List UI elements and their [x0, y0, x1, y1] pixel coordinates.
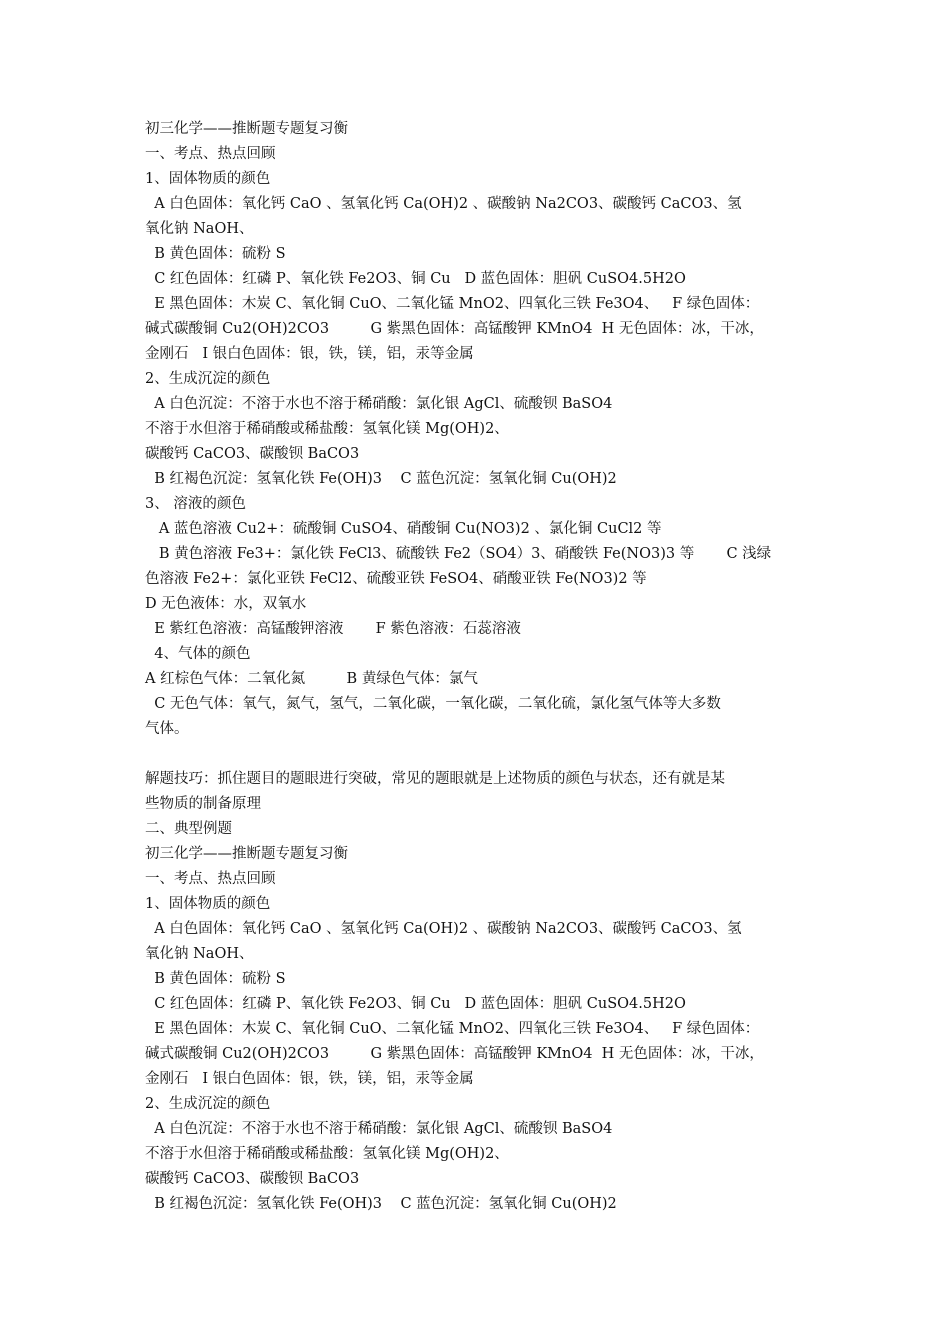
text-line: 不溶于水但溶于稀硝酸或稀盐酸：氢氧化镁 Mg(OH)2、: [145, 421, 509, 437]
tips-line: 解题技巧：抓住题目的题眼进行突破，常见的题眼就是上述物质的颜色与状态，还有就是某: [145, 771, 725, 787]
section-heading: 一、考点、热点回顾: [145, 871, 276, 887]
text-line: 氧化钠 NaOH、: [145, 946, 254, 962]
text-line: E 黑色固体：木炭 C、氧化铜 CuO、二氧化锰 MnO2、四氧化三铁 Fe3O4、 F 绿色固体：: [145, 296, 760, 312]
text-line: C 无色气体：氧气，氮气，氢气，二氧化碳，一氧化碳，二氧化硫，氯化氢气体等大多数: [145, 696, 721, 712]
blank-line: [145, 742, 815, 767]
document-title: 初三化学——推断题专题复习衡: [145, 846, 348, 862]
text-line: E 黑色固体：木炭 C、氧化铜 CuO、二氧化锰 MnO2、四氧化三铁 Fe3O4、 F 绿色固体：: [145, 1021, 760, 1037]
text-line: 金刚石 I 银白色固体：银，铁，镁，铝，汞等金属: [145, 1071, 474, 1087]
text-line: 碱式碳酸铜 Cu2(OH)2CO3 G 紫黑色固体：高锰酸钾 KMnO4 H 无色固体：冰，干冰，: [145, 1046, 764, 1062]
tips-line: 些物质的制备原理: [145, 796, 261, 812]
text-line: 氧化钠 NaOH、: [145, 221, 254, 237]
text-line: C 红色固体：红磷 P、氧化铁 Fe2O3、铜 Cu D 蓝色固体：胆矾 CuSO4.5H2O: [145, 271, 686, 287]
document-page: [145, 117, 815, 1217]
text-line: 碳酸钙 CaCO3、碳酸钡 BaCO3: [145, 446, 360, 462]
section-heading: 二、典型例题: [145, 821, 232, 837]
text-line: B 黄色溶液 Fe3+：氯化铁 FeCl3、硫酸铁 Fe2（SO4）3、硝酸铁 Fe(NO3)3 等 C 浅绿: [145, 546, 772, 562]
text-line: 不溶于水但溶于稀硝酸或稀盐酸：氢氧化镁 Mg(OH)2、: [145, 1146, 509, 1162]
text-line: 碳酸钙 CaCO3、碳酸钡 BaCO3: [145, 1171, 360, 1187]
text-line: B 黄色固体：硫粉 S: [145, 971, 286, 987]
text-line: C 红色固体：红磷 P、氧化铁 Fe2O3、铜 Cu D 蓝色固体：胆矾 CuSO4.5H2O: [145, 996, 686, 1012]
text-line: 碱式碳酸铜 Cu2(OH)2CO3 G 紫黑色固体：高锰酸钾 KMnO4 H 无色固体：冰，干冰，: [145, 321, 764, 337]
text-line: B 黄色固体：硫粉 S: [145, 246, 286, 262]
section-heading: 一、考点、热点回顾: [145, 146, 276, 162]
subsection-heading: 1、固体物质的颜色: [145, 171, 271, 187]
text-line: A 红棕色气体：二氧化氮 B 黄绿色气体：氯气: [145, 671, 478, 687]
text-line: E 紫红色溶液：高锰酸钾溶液 F 紫色溶液：石蕊溶液: [145, 621, 521, 637]
subsection-heading: 2、生成沉淀的颜色: [145, 1096, 271, 1112]
subsection-heading: 2、生成沉淀的颜色: [145, 371, 271, 387]
text-line: A 蓝色溶液 Cu2+：硫酸铜 CuSO4、硝酸铜 Cu(NO3)2 、氯化铜 CuCl2 等: [145, 521, 662, 537]
subsection-heading: 1、固体物质的颜色: [145, 896, 271, 912]
text-line: A 白色沉淀：不溶于水也不溶于稀硝酸：氯化银 AgCl、硫酸钡 BaSO4: [145, 1121, 613, 1137]
text-line: 金刚石 I 银白色固体：银，铁，镁，铝，汞等金属: [145, 346, 474, 362]
text-line: B 红褐色沉淀：氢氧化铁 Fe(OH)3 C 蓝色沉淀：氢氧化铜 Cu(OH)2: [145, 471, 617, 487]
text-line: A 白色固体：氧化钙 CaO 、氢氧化钙 Ca(OH)2 、碳酸钠 Na2CO3、碳酸钙 CaCO3、氢: [145, 921, 742, 937]
text-line: A 白色沉淀：不溶于水也不溶于稀硝酸：氯化银 AgCl、硫酸钡 BaSO4: [145, 396, 613, 412]
subsection-heading: 4、气体的颜色: [145, 646, 251, 662]
text-line: A 白色固体：氧化钙 CaO 、氢氧化钙 Ca(OH)2 、碳酸钠 Na2CO3、碳酸钙 CaCO3、氢: [145, 196, 742, 212]
text-line: 色溶液 Fe2+：氯化亚铁 FeCl2、硫酸亚铁 FeSO4、硝酸亚铁 Fe(NO3)2 等: [145, 571, 647, 587]
document-title: 初三化学——推断题专题复习衡: [145, 121, 348, 137]
text-line: D 无色液体：水，双氧水: [145, 596, 307, 612]
subsection-heading: 3、 溶液的颜色: [145, 496, 246, 512]
text-line: 气体。: [145, 721, 189, 737]
text-line: B 红褐色沉淀：氢氧化铁 Fe(OH)3 C 蓝色沉淀：氢氧化铜 Cu(OH)2: [145, 1196, 617, 1212]
